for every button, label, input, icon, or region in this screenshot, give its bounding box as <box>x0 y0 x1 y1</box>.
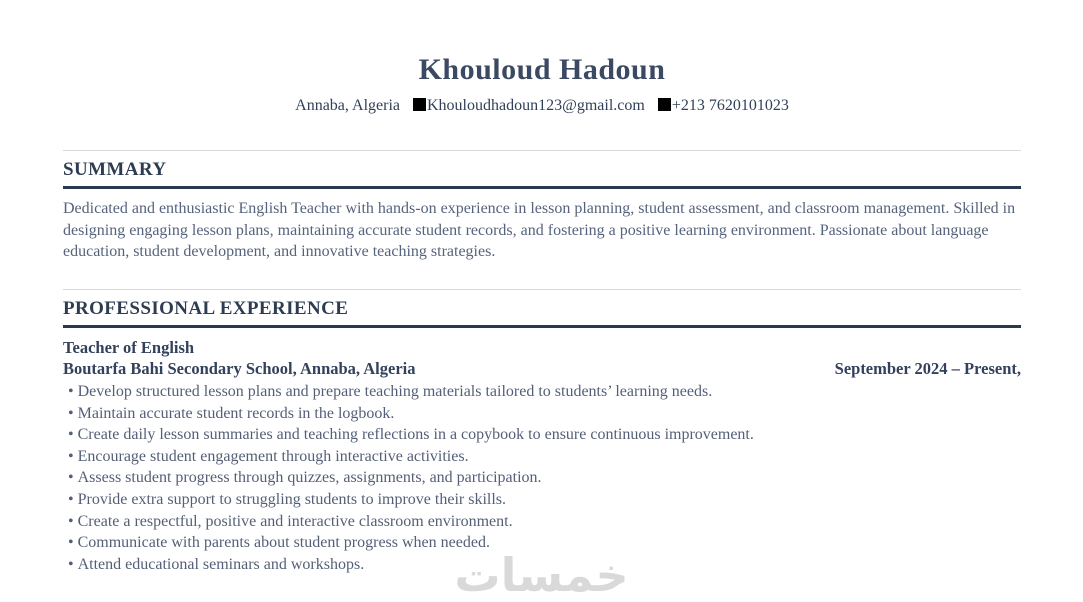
job-employer: Boutarfa Bahi Secondary School, Annaba, Algeria <box>63 358 416 378</box>
bullet-item: • Create a respectful, positive and interactive classroom environment. <box>63 511 1021 533</box>
bullet-item: • Communicate with parents about student progress when needed. <box>63 532 1021 554</box>
email-icon <box>413 98 426 111</box>
job-dates: September 2024 – Present, <box>834 358 1021 378</box>
job-subheader-row <box>63 358 1021 380</box>
phone-icon <box>658 98 671 111</box>
summary-section <box>63 150 1021 263</box>
contact-location: Annaba, Algeria <box>295 97 400 114</box>
bullet-item: • Attend educational seminars and workshops. <box>63 554 1021 576</box>
experience-section <box>63 289 1021 576</box>
resume-name: Khouloud Hadoun <box>418 53 666 86</box>
job-entry <box>63 337 1021 576</box>
resume-page <box>63 0 1021 593</box>
summary-heading: SUMMARY <box>63 151 1021 189</box>
contact-line <box>63 95 1021 117</box>
job-bullet-list <box>63 381 1021 575</box>
bullet-item: • Provide extra support to struggling students to improve their skills. <box>63 489 1021 511</box>
bullet-item: • Develop structured lesson plans and prepare teaching materials tailored to students’ learning needs. <box>63 381 1021 403</box>
bullet-item: • Create daily lesson summaries and teaching reflections in a copybook to ensure continuous improvement. <box>63 424 1021 446</box>
experience-heading: PROFESSIONAL EXPERIENCE <box>63 290 1021 328</box>
resume-header <box>63 0 1021 117</box>
khamsat-watermark: خمسات <box>454 548 629 602</box>
contact-phone: +213 7620101023 <box>671 97 789 114</box>
contact-email: Khouloudhadoun123@gmail.com <box>427 97 645 114</box>
bullet-item: • Assess student progress through quizzes, assignments, and participation. <box>63 467 1021 489</box>
summary-text: Dedicated and enthusiastic English Teacher with hands-on experience in lesson planning, student assessment, and classroom management. Skilled in designing engaging lesson plans, maintaining accurate student records, and fostering a positive learning environment. Passionate about language education, student development, and innovative teaching strategies. <box>63 200 1016 260</box>
bullet-item: • Maintain accurate student records in the logbook. <box>63 403 1021 425</box>
job-title: Teacher of English <box>63 337 195 357</box>
bullet-item: • Encourage student engagement through interactive activities. <box>63 446 1021 468</box>
